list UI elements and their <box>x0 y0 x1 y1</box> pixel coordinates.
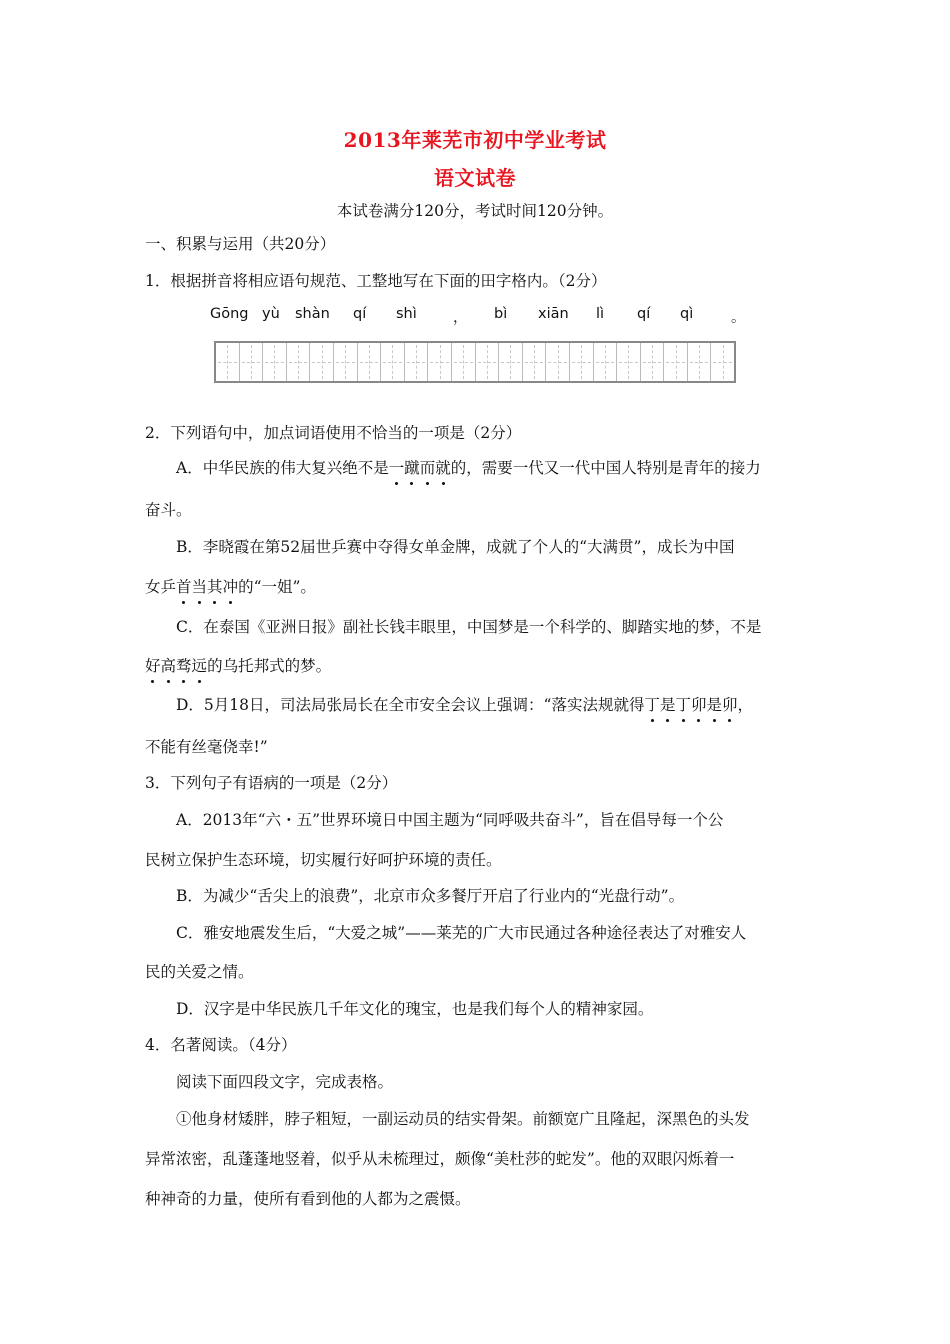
dotted-char: 一 <box>388 459 405 477</box>
grid-cell[interactable] <box>617 343 641 381</box>
dotted-char: 蹴 <box>404 459 420 477</box>
dotted-char: 丁 <box>644 696 660 714</box>
q2-b-text: 的“一姐”。 <box>238 578 316 596</box>
q2-option-a <box>176 458 761 478</box>
dotted-char: 卯 <box>691 696 707 714</box>
q2-b-text: 女乒 <box>145 578 177 596</box>
grid-cell[interactable] <box>405 343 429 381</box>
pinyin-syllable: ， <box>453 310 468 326</box>
dotted-phrase <box>176 578 238 596</box>
q3-option-c-cont: 民的关爱之情。 <box>145 963 254 981</box>
pinyin-syllable: xiān <box>538 306 569 322</box>
q4-passage-1-cont: 异常浓密，乱蓬蓬地竖着，似乎从未梳理过，颇像“美杜莎的蛇发”。他的双眼闪烁着一 <box>145 1150 735 1168</box>
dotted-char: 高 <box>160 657 177 675</box>
q4-stem: 4．名著阅读。（4分） <box>145 1036 297 1054</box>
q2-option-b: B．李晓霞在第52届世乒赛中夺得女单金牌，成就了个人的“大满贯”，成长为中国 <box>176 538 735 556</box>
pinyin-syllable: bì <box>494 306 508 322</box>
pinyin-syllable: qí <box>353 306 367 322</box>
grid-cell[interactable] <box>476 343 500 381</box>
grid-cell[interactable] <box>688 343 712 381</box>
q1-stem: 1．根据拼音将相应语句规范、工整地写在下面的田字格内。（2分） <box>145 272 607 290</box>
grid-cell[interactable] <box>263 343 287 381</box>
grid-cell[interactable] <box>287 343 311 381</box>
pinyin-syllable: lì <box>596 306 605 322</box>
q2-option-b-cont <box>145 577 316 597</box>
q2-option-a-cont: 奋斗。 <box>145 501 192 519</box>
grid-cell[interactable] <box>546 343 570 381</box>
q2-d-text: ， <box>737 696 754 714</box>
grid-cell[interactable] <box>452 343 476 381</box>
q2-c-text: 的乌托邦式的梦。 <box>207 657 332 675</box>
exam-subtitle: 语文试卷 <box>434 166 516 190</box>
dotted-char: 其 <box>207 578 223 596</box>
dotted-phrase <box>145 657 207 675</box>
pinyin-syllable: 。 <box>731 310 746 326</box>
pinyin-syllable: shàn <box>295 306 330 322</box>
grid-cell[interactable] <box>664 343 688 381</box>
q3-option-d: D．汉字是中华民族几千年文化的瑰宝，也是我们每个人的精神家园。 <box>176 1000 654 1018</box>
dotted-phrase <box>644 696 737 714</box>
dotted-char: 是 <box>659 696 676 714</box>
dotted-char: 远 <box>191 657 208 675</box>
dotted-char: 卯 <box>722 696 738 714</box>
dotted-char: 而 <box>419 459 436 477</box>
q2-stem: 2．下列语句中，加点词语使用不恰当的一项是（2分） <box>145 424 522 442</box>
grid-cell[interactable] <box>216 343 240 381</box>
q3-stem: 3．下列句子有语病的一项是（2分） <box>145 774 398 792</box>
grid-cell[interactable] <box>570 343 594 381</box>
dotted-char: 是 <box>706 696 723 714</box>
q2-option-c: C．在泰国《亚洲日报》副社长钱丰眼里，中国梦是一个科学的、脚踏实地的梦，不是 <box>176 618 762 636</box>
q4-passage-1: ①他身材矮胖，脖子粗短，一副运动员的结实骨架。前额宽广且隆起，深黑色的头发 <box>176 1110 750 1128</box>
grid-cell[interactable] <box>428 343 452 381</box>
q2-a-text: A．中华民族的伟大复兴绝不是 <box>176 459 389 477</box>
q3-option-b: B．为减少“舌尖上的浪费”，北京市众多餐厅开启了行业内的“光盘行动”。 <box>176 887 685 905</box>
q3-option-a: A．2013年“六・五”世界环境日中国主题为“同呼吸共奋斗”，旨在倡导每一个公 <box>176 811 724 829</box>
grid-cell[interactable] <box>310 343 334 381</box>
grid-cell[interactable] <box>358 343 382 381</box>
pinyin-syllable: qì <box>680 306 694 322</box>
dotted-char: 就 <box>435 459 451 477</box>
pinyin-syllable: shì <box>396 306 417 322</box>
dotted-char: 骛 <box>176 657 192 675</box>
grid-cell[interactable] <box>523 343 547 381</box>
pinyin-syllable: qí <box>637 306 651 322</box>
q2-option-d <box>176 695 753 715</box>
dotted-char: 冲 <box>222 578 239 596</box>
q2-option-c-cont <box>145 656 331 676</box>
grid-cell[interactable] <box>381 343 405 381</box>
grid-cell[interactable] <box>641 343 665 381</box>
dotted-char: 当 <box>191 578 208 596</box>
exam-note: 本试卷满分120分，考试时间120分钟。 <box>336 202 614 220</box>
dotted-char: 首 <box>176 578 192 596</box>
q3-option-c: C．雅安地震发生后，“大爱之城”——莱芜的广大市民通过各种途径表达了对雅安人 <box>176 924 747 942</box>
pinyin-syllable: yù <box>262 306 280 322</box>
section-heading: 一、积累与运用（共20分） <box>145 235 336 253</box>
grid-cell[interactable] <box>711 343 734 381</box>
pinyin-syllable: Gōng <box>210 306 249 322</box>
exam-title: 2013年莱芜市初中学业考试 <box>343 128 607 152</box>
dotted-char: 好 <box>145 657 161 675</box>
grid-cell[interactable] <box>334 343 358 381</box>
q4-passage-1-cont: 种神奇的力量，使所有看到他的人都为之震慑。 <box>145 1190 471 1208</box>
q4-intro: 阅读下面四段文字，完成表格。 <box>176 1073 394 1091</box>
dotted-char: 丁 <box>675 696 691 714</box>
q2-a-text: 的，需要一代又一代中国人特别是青年的接力 <box>450 459 761 477</box>
grid-cell[interactable] <box>240 343 264 381</box>
q3-option-a-cont: 民树立保护生态环境，切实履行好呵护环境的责任。 <box>145 851 502 869</box>
grid-cell[interactable] <box>594 343 618 381</box>
tianzige-grid[interactable] <box>214 341 736 383</box>
q2-option-d-cont: 不能有丝毫侥幸!” <box>145 738 268 756</box>
grid-cell[interactable] <box>499 343 523 381</box>
dotted-phrase <box>389 459 451 477</box>
q2-d-text: D．5月18日，司法局张局长在全市安全会议上强调：“落实法规就得 <box>176 696 645 714</box>
